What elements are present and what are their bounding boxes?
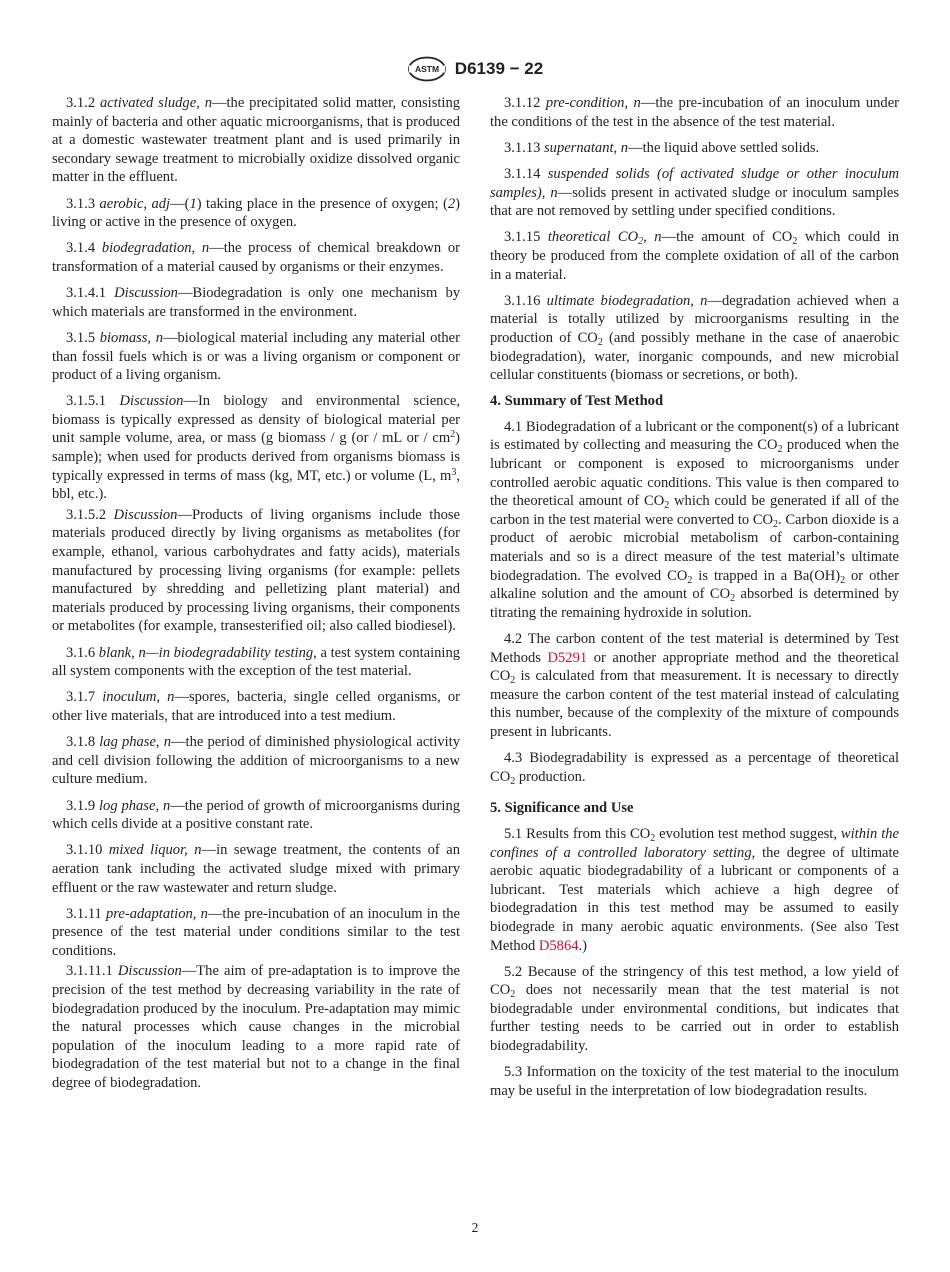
para-3-1-14: 3.1.14 suspended solids (of activated sludge or other inoculum samples), n—solids present in activated sludge or inoculum samples that are not removed by settling under specified conditions. xyxy=(490,165,900,220)
link-d5864[interactable]: D5864 xyxy=(538,937,579,954)
para-3-1-16: 3.1.16 ultimate biodegradation, n—degradation achieved when a material is totally utilized by microorganisms resulting in the production of $CO_2$ (and possibly methane in the case of anaerobic biodegradation), water, inorganic compounds, and new microbial cellular constituents (biomass or secretions, or both). xyxy=(490,292,900,384)
para-3-1-5-2: 3.1.5.2 Discussion—Products of living organisms include those materials produced directly by living organisms as metabolites (for example, ethanol, various carbohydrates and fatty acids), materials manufactured by processing living organisms (for example: pellets manufactured by shredding and pelletizing plant material) and materials produced by processing living organisms, their components or metabolites (for example, transesterified oil; also called biodiesel). xyxy=(52,506,460,635)
para-3-1-11-1: 3.1.11.1 Discussion—The aim of pre-adaptation is to improve the precision of the test method by decreasing variability in the rate of biodegradation produced by the inoculum. Pre-adaptation may mimic the natural processes which cause changes in the microbial population of the inoculum leading to a more rapid rate of biodegradation of the test material but not to a change in the final degree of biodegradation. xyxy=(52,963,461,1092)
page-number: 2 xyxy=(471,1220,479,1235)
para-3-1-3: 3.1.3 aerobic, adj—(1) taking place in the presence of oxygen; (2) living or active in the presence of oxygen. xyxy=(52,195,461,231)
left-column xyxy=(52,94,460,1100)
link-d5291[interactable]: D5291 xyxy=(547,649,588,666)
para-3-1-4-1: 3.1.4.1 Discussion—Biodegradation is only one mechanism by which materials are transformed in the environment. xyxy=(52,285,460,320)
section-4-heading: 4. Summary of Test Method xyxy=(490,393,664,410)
page-header xyxy=(0,56,950,82)
para-3-1-4: 3.1.4 biodegradation, n—the process of chemical breakdown or transformation of a material caused by organisms or their enzymes. xyxy=(52,240,460,275)
para-5-2: 5.2 Because of the stringency of this test method, a low yield of $CO_2$ does not necessarily mean that the test material is not biodegradable under environmental conditions, but indicates that further testing needs to be carried out in order to establish biodegradability. xyxy=(490,963,899,1055)
para-3-1-7: 3.1.7 inoculum, n—spores, bacteria, single celled organisms, or other live materials, that are introduced into a test medium. xyxy=(52,689,460,724)
para-4-3: 4.3 Biodegradability is expressed as a percentage of theoretical $CO_2$ production. xyxy=(490,750,899,787)
astm-logo-icon xyxy=(407,56,447,82)
para-3-1-9: 3.1.9 log phase, n—the period of growth of microorganisms during which cells divide at a positive constant rate. xyxy=(52,797,460,833)
para-4-1: 4.1 Biodegradation of a lubricant or the component(s) of a lubricant is estimated by collecting and measuring the $CO_2$ produced when the lubricant or component is exposed to microorganisms under controlled aerobic aquatic conditions. This value is then compared to the theoretical amount of $CO_2$ which could be generated if all of the carbon in the test material were converted to $CO_2$. Carbon dioxide is a product of aerobic microbial metabolism of carbon-containing materials and so is a direct measure of the test material’s ultimate biodegradation. The evolved $CO_2$ is trapped in a $Ba(OH)_2$ or other alkaline solution and the amount of $CO_2$ absorbed is determined by titrating the remaining hydroxide in solution. xyxy=(490,418,899,621)
section-5-heading: 5. Significance and Use xyxy=(490,800,634,817)
para-3-1-2: 3.1.2 activated sludge, n—the precipitated solid matter, consisting mainly of bacteria and other aquatic microorganisms, that is produced at a domestic wastewater treatment plant and is used primarily in secondary sewage treatment to microbially oxidize dissolved organic matter in the effluent. xyxy=(52,95,460,186)
para-5-3: 5.3 Information on the toxicity of the test material to the inoculum may be useful in the interpretation of low biodegradation results. xyxy=(490,1064,899,1099)
standard-designation: D6139 − 22 xyxy=(454,59,544,78)
para-3-1-5-1: 3.1.5.1 Discussion—In biology and environmental science, biomass is typically expressed as density of biological material per unit sample volume, area, or mass (g biomass / g (or / mL or / $cm^2$) sample); when used for products derived from organisms biomass is typically expressed in terms of mass (kg, MT, etc.) or volume (L, $m^3$, bbl, etc.). xyxy=(52,393,460,503)
right-column xyxy=(490,94,899,1108)
para-5-1: 5.1 Results from this $CO_2$ evolution test method suggest, within the confines of a controlled laboratory setting, the degree of ultimate aerobic aquatic biodegradability of a lubricant or components of a lubricant. Test materials which achieve a high degree of biodegradation in this test method may be assumed to easily biodegrade in many aerobic aquatic environments. (See also Test Method D5864.) xyxy=(490,825,899,954)
para-3-1-13: 3.1.13 supernatant, n—the liquid above settled solids. xyxy=(504,139,820,156)
astm-logo-text: ASTM xyxy=(414,63,439,74)
para-3-1-12: 3.1.12 pre-condition, n—the pre-incubation of an inoculum under the conditions of the test in the absence of the test material. xyxy=(490,95,899,130)
para-3-1-10: 3.1.10 mixed liquor, n—in sewage treatment, the contents of an aeration tank including the activated sludge mixed with primary effluent or the raw wastewater and return sludge. xyxy=(52,842,461,896)
para-3-1-5: 3.1.5 biomass, n—biological material including any material other than fossil fuels which is or was a living organism or component or product of a living organism. xyxy=(52,329,460,384)
para-3-1-8: 3.1.8 lag phase, n—the period of diminished physiological activity and cell division following the addition of microorganisms to a new culture medium. xyxy=(52,734,460,788)
para-3-1-6: 3.1.6 blank, n—in biodegradability testing, a test system containing all system components with the exception of the test material. xyxy=(52,644,461,680)
para-3-1-15: 3.1.15 theoretical $CO_2$, n—the amount of $CO_2$ which could in theory be produced from the complete oxidation of all of the carbon in a material. xyxy=(490,229,900,283)
para-3-1-11: 3.1.11 pre-adaptation, n—the pre-incubation of an inoculum in the presence of the test material under conditions similar to the test conditions. xyxy=(52,905,460,959)
para-4-2: 4.2 The carbon content of the test material is determined by Test Methods D5291 or another appropriate method and the theoretical $CO_2$ is calculated from that measurement. It is necessary to directly measure the carbon content of the test material instead of calculating this number, because of the complexity of the mixture of compounds present in lubricants. xyxy=(490,631,899,740)
